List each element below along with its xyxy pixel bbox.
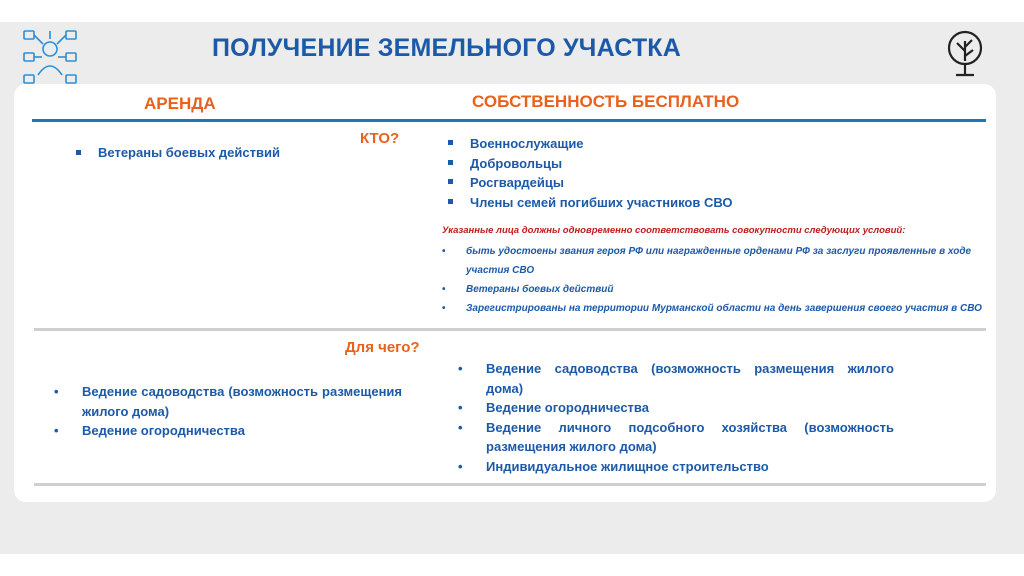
who-label: КТО? <box>360 130 400 147</box>
condition-item: • быть удостоены звания героя РФ или награжденные орденами РФ за заслуги проявленные в ходе участия СВО <box>466 242 984 280</box>
purpose-label: Для чего? <box>345 339 420 356</box>
condition-item: • Ветераны боевых действий <box>466 280 984 299</box>
conditions-list <box>466 242 984 318</box>
list-item: • Ведение огородничества <box>82 421 402 441</box>
who-rent-list <box>98 144 348 162</box>
bottom-divider <box>34 483 986 486</box>
list-item: • Индивидуальное жилищное строительство <box>486 457 894 477</box>
list-item: • Ведение садоводства (возможность размещения жилого дома) <box>82 382 402 421</box>
tree-icon <box>944 29 986 77</box>
column-header-rent: АРЕНДА <box>144 94 216 113</box>
purpose-rent-list <box>82 382 402 441</box>
column-header-ownership: СОБСТВЕННОСТЬ БЕСПЛАТНО <box>472 92 740 111</box>
list-item: • Ведение огородничества <box>486 398 894 418</box>
list-item: Росгвардейцы <box>470 173 970 193</box>
list-item: Ветераны боевых действий <box>98 144 348 162</box>
list-item: • Ведение садоводства (возможность размещения жилого дома) <box>486 359 894 398</box>
people-network-icon <box>22 29 78 85</box>
page-title: ПОЛУЧЕНИЕ ЗЕМЕЛЬНОГО УЧАСТКА <box>212 34 682 62</box>
condition-item: • Зарегистрированы на территории Мурманской области на день завершения своего участия в СВО <box>466 299 984 318</box>
purpose-ownership-list <box>486 359 894 476</box>
section-divider <box>34 328 986 331</box>
list-item: Добровольцы <box>470 154 970 174</box>
who-ownership-list <box>470 134 970 212</box>
list-item: Военнослужащие <box>470 134 970 154</box>
list-item: • Ведение личного подсобного хозяйства (возможность размещения жилого дома) <box>486 418 894 457</box>
conditions-heading: Указанные лица должны одновременно соответствовать совокупности следующих условий: <box>442 225 906 236</box>
header-divider <box>32 119 986 122</box>
list-item: Члены семей погибших участников СВО <box>470 193 970 213</box>
